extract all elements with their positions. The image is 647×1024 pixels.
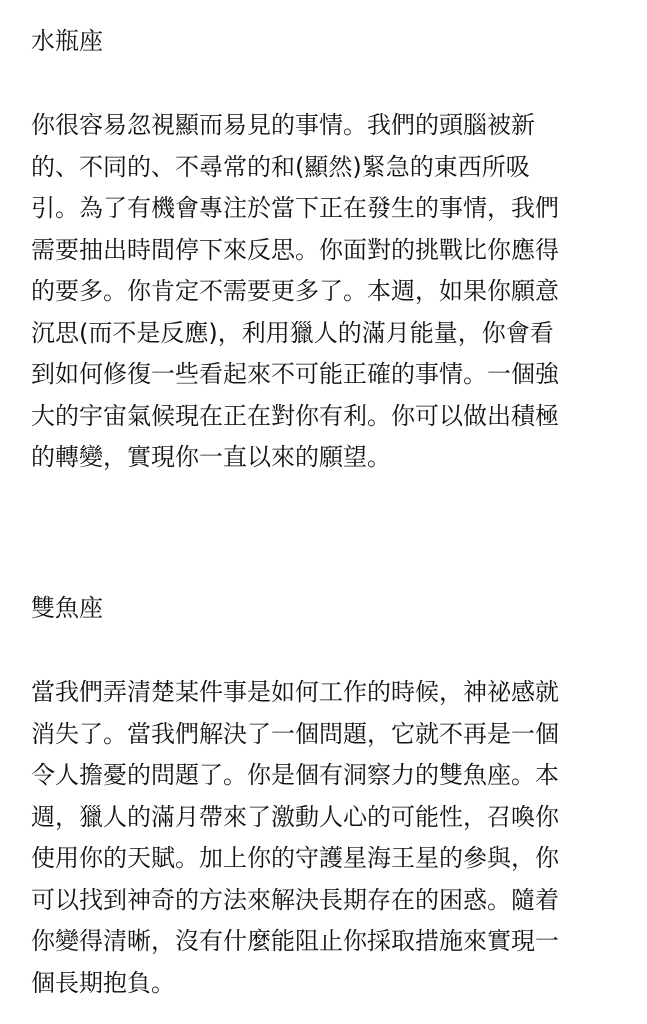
text-line: 的要多。你肯定不需要更多了。本週，如果你願意 — [31, 277, 559, 305]
text-line: 沉思(而不是反應)，利用獵人的滿月能量，你會看 — [31, 318, 554, 347]
aquarius-section — [31, 21, 621, 479]
text-line: 需要抽出時間停下來反思。你面對的挑戰比你應得 — [31, 235, 559, 264]
text-line: 引。為了有機會專注於當下正在發生的事情，我們 — [31, 194, 559, 222]
pisces-section — [31, 588, 621, 1004]
text-line: 的轉變，實現你一直以來的願望。 — [31, 443, 391, 471]
text-line: 大的宇宙氣候現在正在對你有利。你可以做出積極 — [31, 401, 559, 430]
text-line: 到如何修復一些看起來不可能正確的事情。一個強 — [31, 360, 559, 388]
text-line: 個長期抱負。 — [31, 968, 175, 997]
aquarius-horoscope-text — [31, 105, 621, 479]
text-line: 令人擔憂的問題了。你是個有洞察力的雙魚座。本 — [31, 761, 559, 789]
text-line: 使用你的天賦。加上你的守護星海王星的參與，你 — [31, 844, 559, 872]
text-line: 你變得清晰，沒有什麼能阻止你採取措施來實現一 — [31, 927, 559, 955]
aquarius-title: 水瓶座 — [31, 27, 103, 55]
text-line: 消失了。當我們解決了一個問題，它就不再是一個 — [31, 719, 559, 748]
text-line: 當我們弄清楚某件事是如何工作的時候，神祕感就 — [31, 678, 559, 706]
text-line: 你很容易忽視顯而易見的事情。我們的頭腦被新 — [31, 111, 535, 139]
pisces-title: 雙魚座 — [31, 594, 103, 622]
text-line: 週，獵人的滿月帶來了激動人心的可能性，召喚你 — [31, 802, 559, 831]
text-line: 可以找到神奇的方法來解決長期存在的困惑。隨着 — [31, 885, 559, 914]
text-line: 的、不同的、不尋常的和(顯然)緊急的東西所吸 — [31, 152, 530, 181]
pisces-horoscope-text — [31, 672, 621, 1004]
